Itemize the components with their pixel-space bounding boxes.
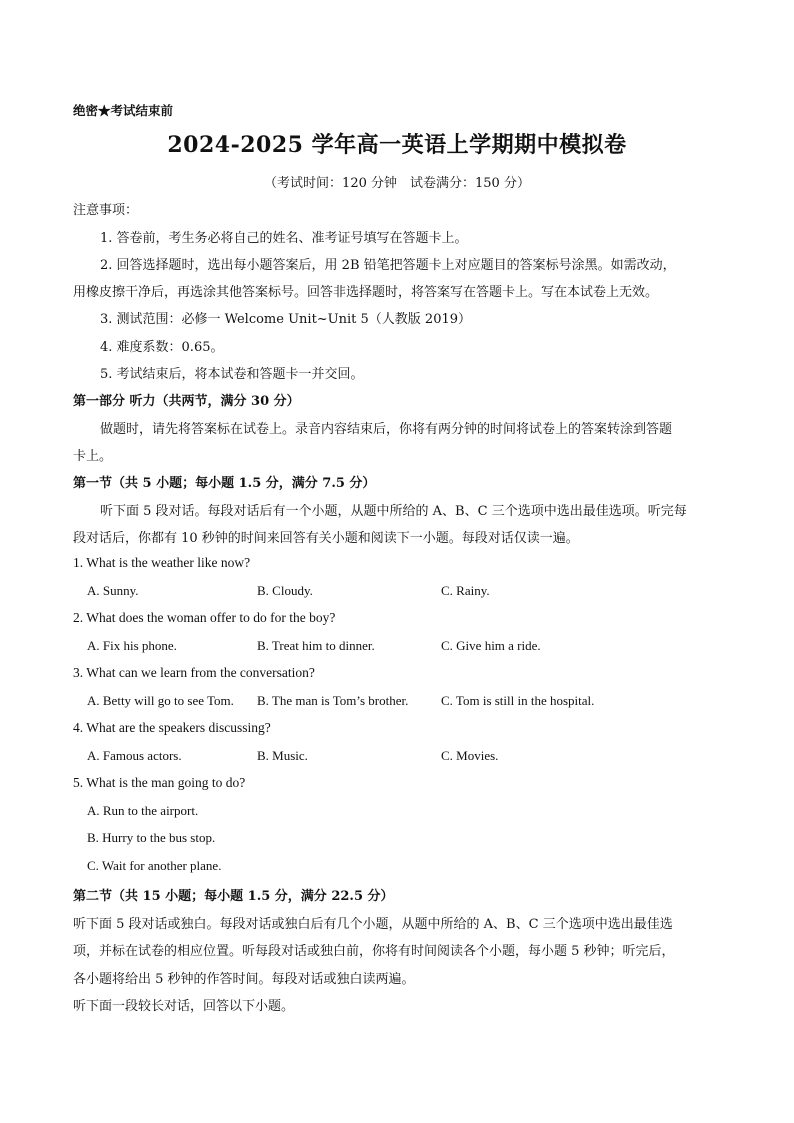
option-b: B. Cloudy.	[257, 583, 313, 598]
section1-instruction-continued: 段对话后，你都有 10 秒钟的时间来回答有关小题和阅读下一小题。每段对话仅读一遍。	[73, 531, 579, 546]
question-5: 5. What is the man going to do?	[73, 775, 246, 790]
option-c: C. Wait for another plane.	[87, 858, 222, 873]
section2-instruction: 听下面一段较长对话，回答以下小题。	[73, 999, 295, 1014]
option-c: C. Rainy.	[441, 583, 490, 598]
notice-item: 1. 答卷前，考生务必将自己的姓名、准考证号填写在答题卡上。	[100, 231, 468, 246]
section2-instruction: 听下面 5 段对话或独白。每段对话或独白后有几个小题，从题中所给的 A、B、C 三个选项中选出最佳选	[73, 917, 673, 932]
part1-heading: 第一部分 听力（共两节，满分 30 分）	[73, 394, 300, 409]
option-b: B. The man is Tom’s brother.	[257, 693, 409, 708]
notice-heading: 注意事项：	[73, 203, 139, 218]
section2-instruction: 各小题将给出 5 秒钟的作答时间。每段对话或独白读两遍。	[73, 972, 415, 987]
option-a: A. Sunny.	[87, 583, 139, 598]
notice-item: 5. 考试结束后，将本试卷和答题卡一并交回。	[100, 367, 364, 382]
option-c: C. Tom is still in the hospital.	[441, 693, 595, 708]
confidential-mark: 绝密★考试结束前	[73, 103, 174, 118]
section1-heading: 第一节（共 5 小题；每小题 1.5 分，满分 7.5 分）	[73, 476, 376, 491]
notice-item-continued: 用橡皮擦干净后，再选涂其他答案标号。回答非选择题时，将答案写在答题卡上。写在本试卷上无效。	[73, 285, 659, 300]
option-a: A. Run to the airport.	[87, 803, 199, 818]
question-2: 2. What does the woman offer to do for the boy?	[73, 610, 336, 625]
exam-info: （考试时间：120 分钟 试卷满分：150 分）	[264, 176, 530, 191]
section2-instruction: 项，并标在试卷的相应位置。听每段对话或独白前，你将有时间阅读各个小题，每小题 5 秒钟；听完后，	[73, 944, 675, 959]
question-4: 4. What are the speakers discussing?	[73, 720, 271, 735]
section2-heading: 第二节（共 15 小题；每小题 1.5 分，满分 22.5 分）	[73, 889, 394, 904]
notice-item: 4. 难度系数：0.65。	[100, 340, 224, 355]
option-b: B. Treat him to dinner.	[257, 638, 375, 653]
page-title: 2024-2025 学年高一英语上学期期中模拟卷	[167, 132, 627, 158]
question-1: 1. What is the weather like now?	[73, 555, 251, 570]
notice-item: 2. 回答选择题时，选出每小题答案后，用 2B 铅笔把答题卡上对应题目的答案标号涂黑。如需改动，	[100, 258, 676, 273]
part1-instruction: 做题时，请先将答案标在试卷上。录音内容结束后，你将有两分钟的时间将试卷上的答案转涂到答题	[100, 422, 673, 437]
option-a: A. Fix his phone.	[87, 638, 177, 653]
notice-item: 3. 测试范围：必修一 Welcome Unit~Unit 5（人教版 2019）	[100, 312, 472, 327]
question-3: 3. What can we learn from the conversation?	[73, 665, 315, 680]
option-a: A. Betty will go to see Tom.	[87, 693, 234, 708]
option-b: B. Hurry to the bus stop.	[87, 830, 216, 845]
option-a: A. Famous actors.	[87, 748, 182, 763]
part1-instruction-continued: 卡上。	[73, 449, 113, 464]
section1-instruction: 听下面 5 段对话。每段对话后有一个小题，从题中所给的 A、B、C 三个选项中选出最佳选项。听完每	[100, 504, 687, 519]
option-c: C. Give him a ride.	[441, 638, 541, 653]
option-b: B. Music.	[257, 748, 308, 763]
option-c: C. Movies.	[441, 748, 499, 763]
